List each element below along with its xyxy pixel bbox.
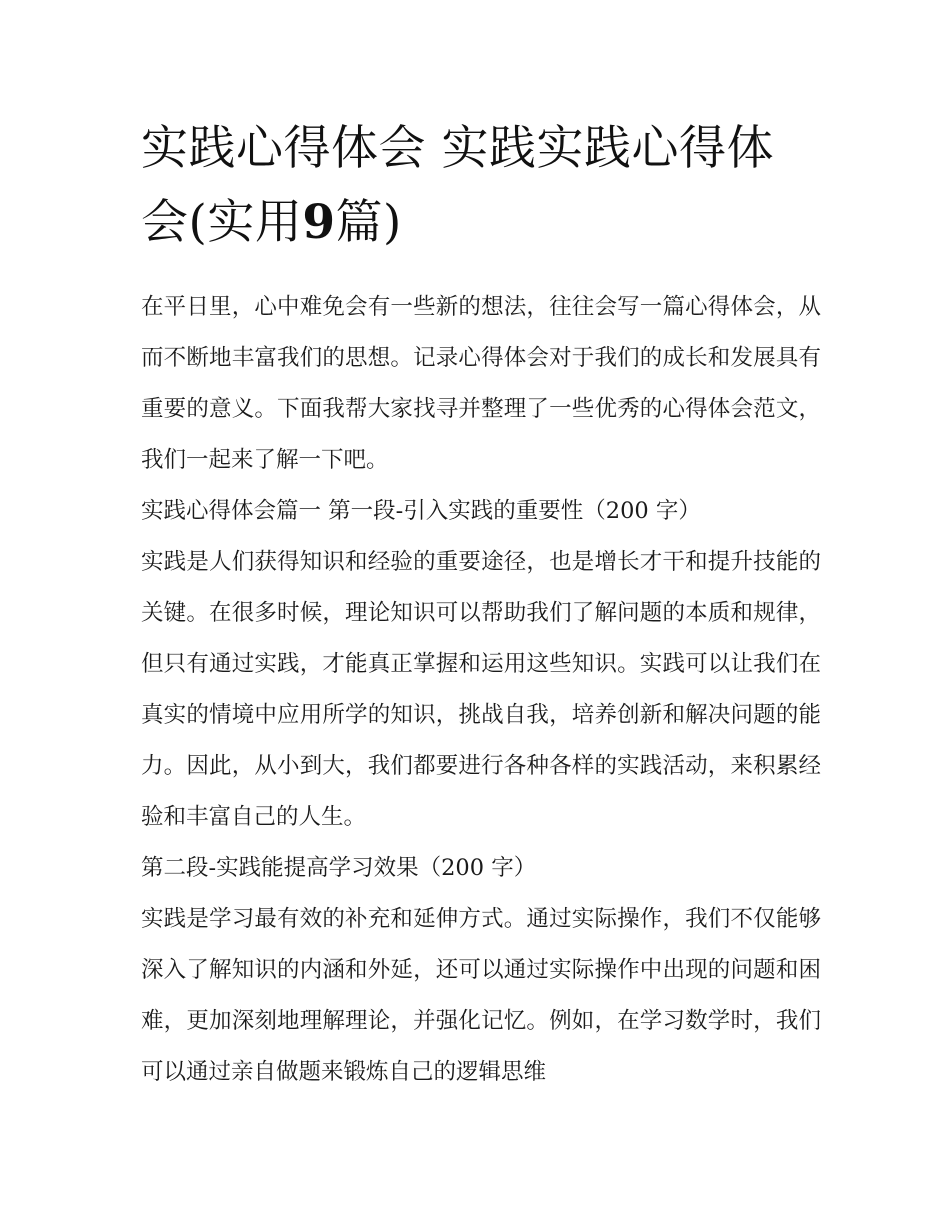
intro-paragraph: 在平日里，心中难免会有一些新的想法，往往会写一篇心得体会，从而不断地丰富我们的思想。记录心得体会对于我们的成长和发展具有重要的意义。下面我帮大家找寻并整理了一些优秀的心得体会范文，我们一起来了解一下吧。 (141, 294, 821, 473)
document-title (141, 112, 821, 260)
section2-paragraph: 实践是学习最有效的补充和延伸方式。通过实际操作，我们不仅能够深入了解知识的内涵和外延，还可以通过实际操作中出现的问题和困难，更加深刻地理解理论，并强化记忆。例如，在学习数学时，我们可以通过亲自做题来锻炼自己的逻辑思维 (141, 906, 821, 1085)
document-page (141, 112, 821, 1098)
section1-paragraph: 实践是人们获得知识和经验的重要途径，也是增长才干和提升技能的关键。在很多时候，理论知识可以帮助我们了解问题的本质和规律，但只有通过实践，才能真正掌握和运用这些知识。实践可以让我们在真实的情境中应用所学的知识，挑战自我，培养创新和解决问题的能力。因此，从小到大，我们都要进行各种各样的实践活动，来积累经验和丰富自己的人生。 (141, 549, 821, 830)
title-text: 实践心得体会 实践实践心得体会(实用 (141, 121, 774, 250)
title-number: 9 (302, 195, 336, 250)
title-suffix: 篇) (335, 195, 402, 250)
section1-heading: 实践心得体会篇一 第一段-引入实践的重要性（200 字） (141, 498, 701, 524)
section2-heading: 第二段-实践能提高学习效果（200 字） (141, 855, 537, 881)
document-body (141, 282, 821, 1098)
